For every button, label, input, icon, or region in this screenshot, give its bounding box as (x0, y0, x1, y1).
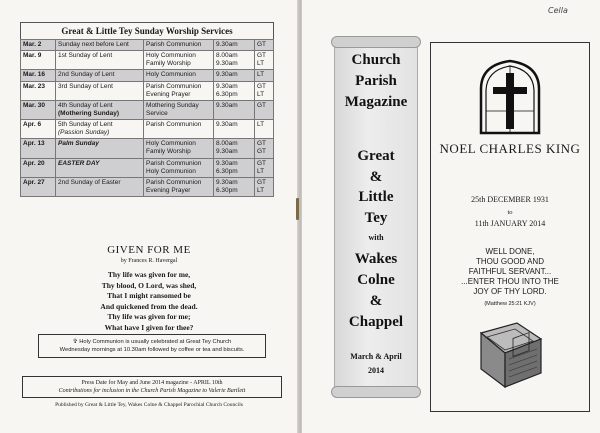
service-location-text: GT (257, 101, 267, 109)
parish-ampersand: & (369, 169, 383, 185)
service-type-text: Holy Communion (146, 167, 196, 175)
services-title: Great & Little Tey Sunday Worship Services (20, 22, 274, 39)
poem-line: Thy life was given for me; (107, 312, 191, 321)
service-time (214, 51, 255, 70)
service-time (214, 158, 255, 177)
service-type-text: Holy Communion (146, 52, 196, 60)
communion-notice-line: ✞ Holy Communion is usually celebrated at Great Tey Church (72, 339, 232, 345)
church-window-cross-icon (477, 59, 543, 135)
service-type (144, 40, 214, 51)
service-day-text: (Passion Sunday) (58, 129, 110, 137)
service-type-text: Service (146, 109, 168, 117)
service-row (21, 51, 274, 70)
service-date (21, 51, 56, 70)
poem-line: What have I given for thee? (104, 322, 194, 332)
service-day-text: Palm Sunday (58, 140, 99, 148)
verse-line: FAITHFUL SERVANT... (468, 267, 552, 276)
service-type-text: Holy Communion (146, 71, 196, 79)
poem-line: Thy blood, O Lord, was shed, (101, 280, 197, 290)
poem-author: by Frances R. Havergal (120, 258, 178, 264)
magazine-title-word: Church (351, 52, 401, 68)
service-location-text: LT (257, 60, 265, 68)
service-type (144, 120, 214, 139)
parish-name: Tey (364, 210, 388, 226)
service-location-text: LT (257, 71, 265, 79)
poem-body (0, 270, 298, 333)
worship-services-table (20, 22, 274, 197)
memorial-birth-date: 25th DECEMBER 1931 (471, 195, 549, 204)
service-type (144, 70, 214, 81)
service-day-text: Sunday next before Lent (58, 41, 129, 48)
scroll-curl-bottom (331, 386, 421, 398)
service-type-text: Parish Communion (146, 178, 202, 186)
parish-ampersand: & (369, 293, 383, 309)
service-date (21, 158, 56, 177)
service-time (214, 70, 255, 81)
service-time-text: 9.30am (216, 101, 238, 109)
service-date-text: Mar. 2 (23, 41, 42, 48)
poem-line: Thy life was given for me, (107, 270, 191, 279)
service-type-text: Holy Communion (146, 140, 196, 148)
service-row (21, 70, 274, 81)
service-time-text: 9.30am (216, 159, 238, 167)
service-date-text: Apr. 20 (23, 159, 45, 167)
service-location-text: GT (257, 52, 267, 60)
handwritten-annotation: Cella (548, 6, 568, 15)
service-row (21, 40, 274, 51)
service-day (56, 139, 144, 158)
press-date-line: Press Date for May and June 2014 magazine - APRIL 10th (81, 380, 223, 386)
service-time (214, 40, 255, 51)
service-type-text: Family Worship (146, 60, 191, 68)
service-row (21, 81, 274, 100)
service-day (56, 158, 144, 177)
parish-name: Chappel (348, 314, 404, 330)
service-location (255, 120, 274, 139)
service-type-text: Mothering Sunday (146, 101, 199, 109)
service-location (255, 70, 274, 81)
poem-title: GIVEN FOR ME (107, 244, 191, 256)
service-time-text: 6.30pm (216, 90, 238, 98)
bible-icon (473, 319, 547, 389)
service-time-text: 6.30pm (216, 186, 238, 194)
verse-line: JOY OF THY LORD. (473, 287, 547, 296)
service-location (255, 139, 274, 158)
service-time-text: 9.30am (216, 71, 238, 79)
service-date (21, 100, 56, 119)
service-time-text: 9.30am (216, 148, 238, 156)
service-date (21, 70, 56, 81)
service-location-text: LT (257, 186, 265, 194)
service-time-text: 8.00am (216, 52, 238, 60)
service-day (56, 100, 144, 119)
service-time (214, 177, 255, 196)
service-time-text: 8.00am (216, 140, 238, 148)
service-date-text: Mar. 16 (23, 71, 46, 79)
press-date-notice (22, 376, 282, 398)
parish-with: with (368, 233, 384, 242)
parish-name: Wakes (354, 251, 398, 267)
service-day-text: 1st Sunday of Lent (58, 52, 113, 60)
service-type (144, 100, 214, 119)
scroll-curl-top (331, 36, 421, 48)
service-location-text: GT (257, 159, 267, 167)
service-location (255, 100, 274, 119)
service-date (21, 177, 56, 196)
service-row (21, 120, 274, 139)
service-day-text: (Mothering Sunday) (58, 109, 120, 117)
staple (296, 198, 299, 220)
memorial-to: to (507, 209, 513, 216)
issue-months: March & April (350, 352, 402, 361)
verse-line: ...ENTER THOU INTO THE (461, 277, 559, 286)
service-day (56, 40, 144, 51)
service-day-text: 2nd Sunday of Easter (58, 178, 121, 186)
service-day-text: 5th Sunday of Lent (58, 121, 113, 128)
service-date-text: Mar. 23 (23, 82, 46, 90)
service-day (56, 70, 144, 81)
service-location-text: GT (257, 82, 267, 90)
service-type (144, 177, 214, 196)
communion-notice (38, 334, 266, 358)
service-date-text: Mar. 30 (23, 101, 46, 109)
service-location (255, 81, 274, 100)
poem-line: And quickened from the dead. (100, 301, 198, 311)
service-day (56, 177, 144, 196)
right-page (302, 0, 600, 433)
service-day-text: EASTER DAY (58, 159, 100, 167)
service-time (214, 120, 255, 139)
contributions-line: Contributions for inclusion in the Church Parish Magazine to Valerie Bartlett (58, 388, 246, 394)
magazine-title-word: Parish (355, 73, 397, 89)
service-time-text: 9.30am (216, 82, 238, 90)
service-type-text: Parish Communion (146, 41, 202, 48)
service-location-text: LT (257, 90, 265, 98)
service-location-text: GT (257, 41, 267, 48)
communion-notice-line: Wednesday mornings at 10.30am followed by coffee or tea and biscuits. (59, 347, 245, 353)
service-location-text: GT (257, 140, 267, 148)
service-day-text: 2nd Sunday of Lent (58, 71, 115, 79)
service-type (144, 158, 214, 177)
service-location-text: LT (257, 121, 265, 128)
service-location-text: GT (257, 148, 267, 156)
service-time-text: 9.30am (216, 121, 238, 128)
left-page (0, 0, 298, 433)
service-date-text: Apr. 6 (23, 121, 42, 128)
verse-reference: (Matthew 25:21 KJV) (484, 301, 536, 307)
service-date-text: Apr. 27 (23, 178, 45, 186)
service-location (255, 40, 274, 51)
service-type (144, 139, 214, 158)
service-type-text: Family Worship (146, 148, 191, 156)
service-row (21, 177, 274, 196)
memorial-death-date: 11th JANUARY 2014 (474, 219, 546, 228)
service-time (214, 100, 255, 119)
verse-line: THOU GOOD AND (475, 257, 544, 266)
service-time-text: 9.30am (216, 60, 238, 68)
service-time-text: 9.30am (216, 41, 238, 48)
service-location-text: GT (257, 178, 267, 186)
service-location-text: LT (257, 167, 265, 175)
poem-line: That I might ransomed be (107, 291, 191, 300)
service-type (144, 51, 214, 70)
publisher-line: Published by Great & Little Tey, Wakes Colne & Chappel Parochial Church Councils (55, 402, 243, 408)
service-type (144, 81, 214, 100)
service-date (21, 120, 56, 139)
service-time (214, 139, 255, 158)
service-type-text: Parish Communion (146, 159, 202, 167)
service-row (21, 100, 274, 119)
service-time-text: 9.30am (216, 178, 238, 186)
service-location (255, 51, 274, 70)
parish-name: Little (358, 189, 394, 205)
service-type-text: Parish Communion (146, 82, 202, 90)
service-location (255, 158, 274, 177)
service-time-text: 6.30pm (216, 167, 238, 175)
parish-name: Great (357, 148, 395, 164)
service-location (255, 177, 274, 196)
service-day-text: 3rd Sunday of Lent (58, 82, 113, 90)
service-date (21, 139, 56, 158)
issue-year: 2014 (368, 366, 384, 375)
service-date-text: Apr. 13 (23, 140, 45, 148)
service-type-text: Evening Prayer (146, 186, 191, 194)
service-day (56, 120, 144, 139)
service-date (21, 81, 56, 100)
magazine-title-word: Magazine (344, 94, 408, 110)
service-date-text: Mar. 9 (23, 52, 42, 60)
service-row (21, 158, 274, 177)
memorial-verse (431, 247, 589, 297)
parish-name: Colne (357, 272, 395, 288)
service-time (214, 81, 255, 100)
service-date (21, 40, 56, 51)
service-type-text: Parish Communion (146, 121, 202, 128)
service-type-text: Evening Prayer (146, 90, 191, 98)
service-row (21, 139, 274, 158)
service-day (56, 51, 144, 70)
memorial-name: NOEL CHARLES KING (439, 141, 581, 156)
verse-line: WELL DONE, (485, 247, 535, 256)
memorial-box (430, 42, 590, 412)
service-day (56, 81, 144, 100)
service-day-text: 4th Sunday of Lent (58, 101, 113, 109)
